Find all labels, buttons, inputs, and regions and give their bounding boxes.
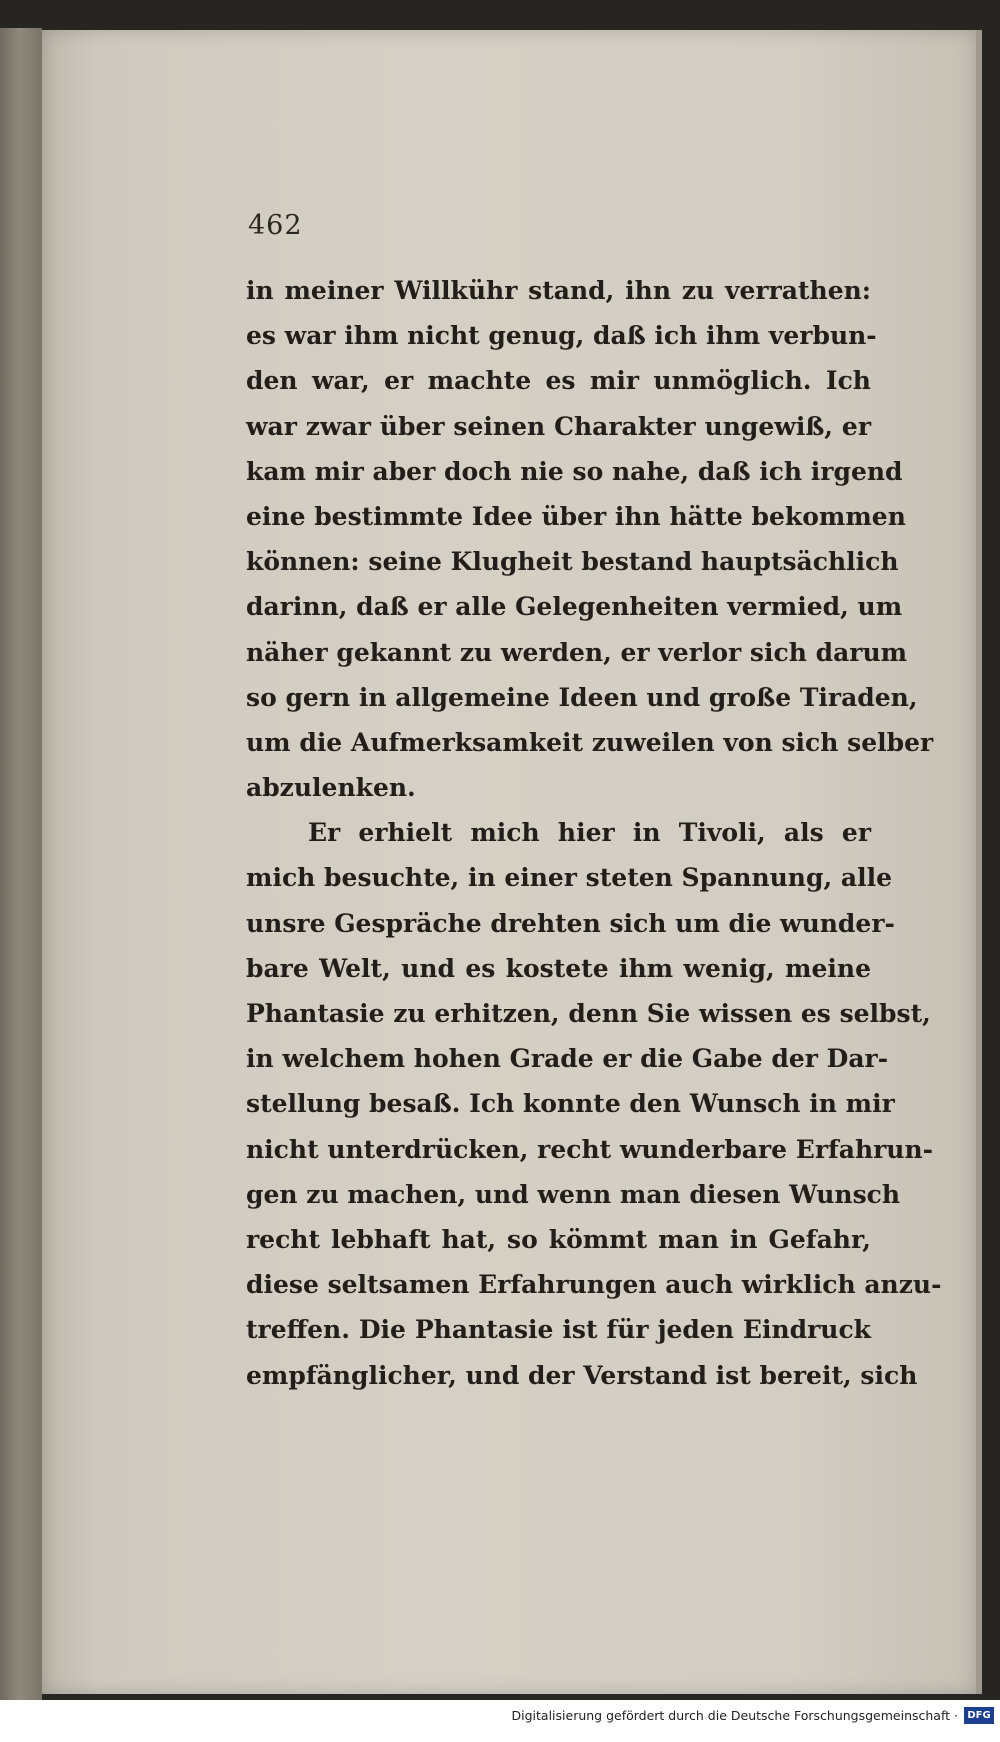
text-line-6: eine bestimmte Idee über ihn hätte bekommen [246, 501, 906, 531]
text-line-5: kam mir aber doch nie so nahe, daß ich irgend [246, 456, 903, 486]
text-line-2: es war ihm nicht genug, daß ich ihm verbun- [246, 321, 877, 351]
page-number: 462 [248, 210, 303, 241]
text-line-16: bare Welt, und es kostete ihm wenig, meine [246, 953, 871, 983]
book-spine [0, 28, 42, 1700]
text-line-3: den war, er machte es mir unmöglich. Ich [246, 366, 871, 396]
text-line-11: um die Aufmerksamkeit zuweilen von sich selber [246, 727, 934, 757]
digitization-footer [0, 1700, 1000, 1742]
text-line-13: Er erhielt mich hier in Tivoli, als er [308, 818, 871, 848]
funding-notice: Digitalisierung gefördert durch die Deutsche Forschungsgemeinschaft · [511, 1708, 958, 1723]
text-line-10: so gern in allgemeine Ideen und große Tiraden, [246, 682, 918, 712]
text-line-18: in welchem hohen Grade er die Gabe der Dar- [246, 1044, 889, 1074]
text-line-24: treffen. Die Phantasie ist für jeden Eindruck [246, 1315, 871, 1345]
text-line-23: diese seltsamen Erfahrungen auch wirklich anzu- [246, 1270, 942, 1300]
page-edge [976, 30, 982, 1694]
text-line-20: nicht unterdrücken, recht wunderbare Erfahrun- [246, 1134, 934, 1164]
text-line-19: stellung besaß. Ich konnte den Wunsch in mir [246, 1089, 895, 1119]
text-line-25: empfänglicher, und der Verstand ist bereit, sich [246, 1360, 918, 1390]
text-line-17: Phantasie zu erhitzen, denn Sie wissen es selbst, [246, 999, 931, 1028]
text-line-9: näher gekannt zu werden, er verlor sich darum [246, 637, 908, 667]
text-line-12: abzulenken. [246, 773, 416, 803]
text-line-22: recht lebhaft hat, so kömmt man in Gefahr, [246, 1224, 871, 1254]
text-line-7: können: seine Klugheit bestand hauptsächlich [246, 547, 899, 577]
text-line-14: mich besuchte, in einer steten Spannung, alle [246, 863, 892, 893]
text-line-21: gen zu machen, und wenn man diesen Wunsch [246, 1179, 901, 1209]
dfg-logo: DFG [964, 1707, 994, 1724]
text-line-4: war zwar über seinen Charakter ungewiß, er [246, 411, 871, 441]
text-line-8: darinn, daß er alle Gelegenheiten vermied, um [246, 592, 903, 622]
text-line-1: in meiner Willkühr stand, ihn zu verrathen: [246, 276, 871, 305]
text-line-15: unsre Gespräche drehten sich um die wunder- [246, 908, 895, 938]
body-text [246, 268, 942, 1398]
